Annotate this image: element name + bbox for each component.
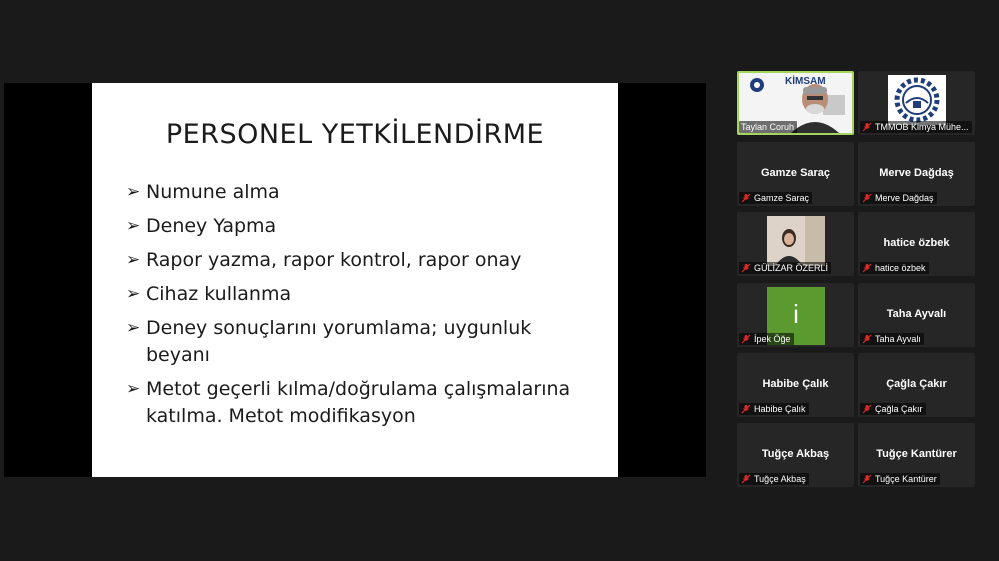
- participant-name-label: Habibe Çalık: [739, 403, 809, 415]
- mic-off-icon: [862, 404, 872, 414]
- participant-tile-ipek-oge[interactable]: [737, 283, 854, 347]
- participant-tile-habibe-calik[interactable]: [737, 353, 854, 417]
- arrow-bullet-icon: ➢: [126, 216, 141, 236]
- arrow-bullet-icon: ➢: [126, 284, 141, 304]
- participant-name-label: Tuğçe Akbaş: [739, 473, 809, 485]
- mic-off-icon: [741, 474, 751, 484]
- participant-tile-gulizar-ozerli[interactable]: [737, 212, 854, 276]
- participant-name-label: Taha Ayvalı: [860, 333, 924, 345]
- participant-name-label: Çağla Çakır: [860, 403, 926, 415]
- participant-video: [888, 75, 946, 125]
- participant-display-name: Taha Ayvalı: [886, 308, 947, 320]
- participant-tile-merve-dagdas[interactable]: [858, 142, 975, 206]
- participant-display-name: Habibe Çalık: [762, 378, 829, 390]
- participant-tile-gamze-sarac[interactable]: [737, 142, 854, 206]
- arrow-bullet-icon: ➢: [126, 318, 141, 338]
- participant-display-name: Çağla Çakır: [886, 378, 947, 390]
- participant-name-label: GÜLİZAR ÖZERLİ: [739, 262, 831, 274]
- slide-title: PERSONEL YETKİLENDİRME: [165, 119, 545, 150]
- participant-name-label: hatice özbek: [860, 262, 929, 274]
- participant-tile-tugce-akbas[interactable]: [737, 423, 854, 487]
- participant-name-label: TMMOB Kimya Mühe...: [860, 121, 972, 133]
- participant-tile-tugce-kanturer[interactable]: [858, 423, 975, 487]
- slide-bullet-list: [126, 179, 596, 437]
- presentation-slide: [92, 83, 618, 477]
- mic-off-icon: [862, 474, 872, 484]
- participant-name-label: Tuğçe Kantürer: [860, 473, 940, 485]
- arrow-bullet-icon: ➢: [126, 379, 141, 399]
- mic-off-icon: [741, 193, 751, 203]
- participant-name-label: Gamze Saraç: [739, 192, 812, 204]
- mic-off-icon: [741, 334, 751, 344]
- participant-display-name: Tuğçe Kantürer: [876, 448, 957, 460]
- mic-off-icon: [741, 263, 751, 273]
- mic-off-icon: [862, 193, 872, 203]
- gear-logo-icon: [888, 75, 946, 125]
- organization-banner: KİMSAM: [785, 76, 826, 87]
- participant-tile-tmmob[interactable]: [858, 71, 975, 135]
- participant-name-label: Taylan Coruh: [739, 121, 797, 133]
- mic-off-icon: [862, 334, 872, 344]
- participant-display-name: Tuğçe Akbaş: [761, 448, 830, 460]
- shared-screen: [4, 83, 706, 477]
- participant-tile-cagla-cakir[interactable]: [858, 353, 975, 417]
- mic-off-icon: [741, 404, 751, 414]
- participant-tile-taylan-coruh[interactable]: [737, 71, 854, 135]
- participant-display-name: Merve Dağdaş: [879, 167, 954, 179]
- slide-bullet: ➢ Cihaz kullanma: [126, 281, 596, 308]
- slide-bullet: ➢ Metot geçerli kılma/doğrulama çalışmalarına katılma. Metot modifikasyon: [126, 378, 571, 427]
- participant-tile-taha-ayvali[interactable]: [858, 283, 975, 347]
- participant-photo-image: [767, 216, 825, 266]
- participant-name-label: Merve Dağdaş: [860, 192, 937, 204]
- mic-off-icon: [862, 263, 872, 273]
- participant-display-name: Gamze Saraç: [760, 167, 831, 179]
- participant-display-name: hatice özbek: [883, 237, 950, 249]
- arrow-bullet-icon: ➢: [126, 250, 141, 270]
- slide-bullet: ➢ Deney Yapma: [126, 213, 596, 240]
- slide-bullet: ➢ Rapor yazma, rapor kontrol, rapor onay: [126, 247, 596, 274]
- participant-name-label: İpek Öğe: [739, 333, 794, 345]
- slide-bullet: ➢ Numune alma: [126, 179, 596, 206]
- participant-video: [767, 216, 825, 266]
- participant-tile-hatice-ozbek[interactable]: [858, 212, 975, 276]
- arrow-bullet-icon: ➢: [126, 182, 141, 202]
- slide-bullet: ➢ Deney sonuçlarını yorumlama; uygunluk beyanı: [126, 317, 532, 366]
- mic-off-icon: [862, 122, 872, 132]
- avatar-letter: i: [793, 299, 799, 329]
